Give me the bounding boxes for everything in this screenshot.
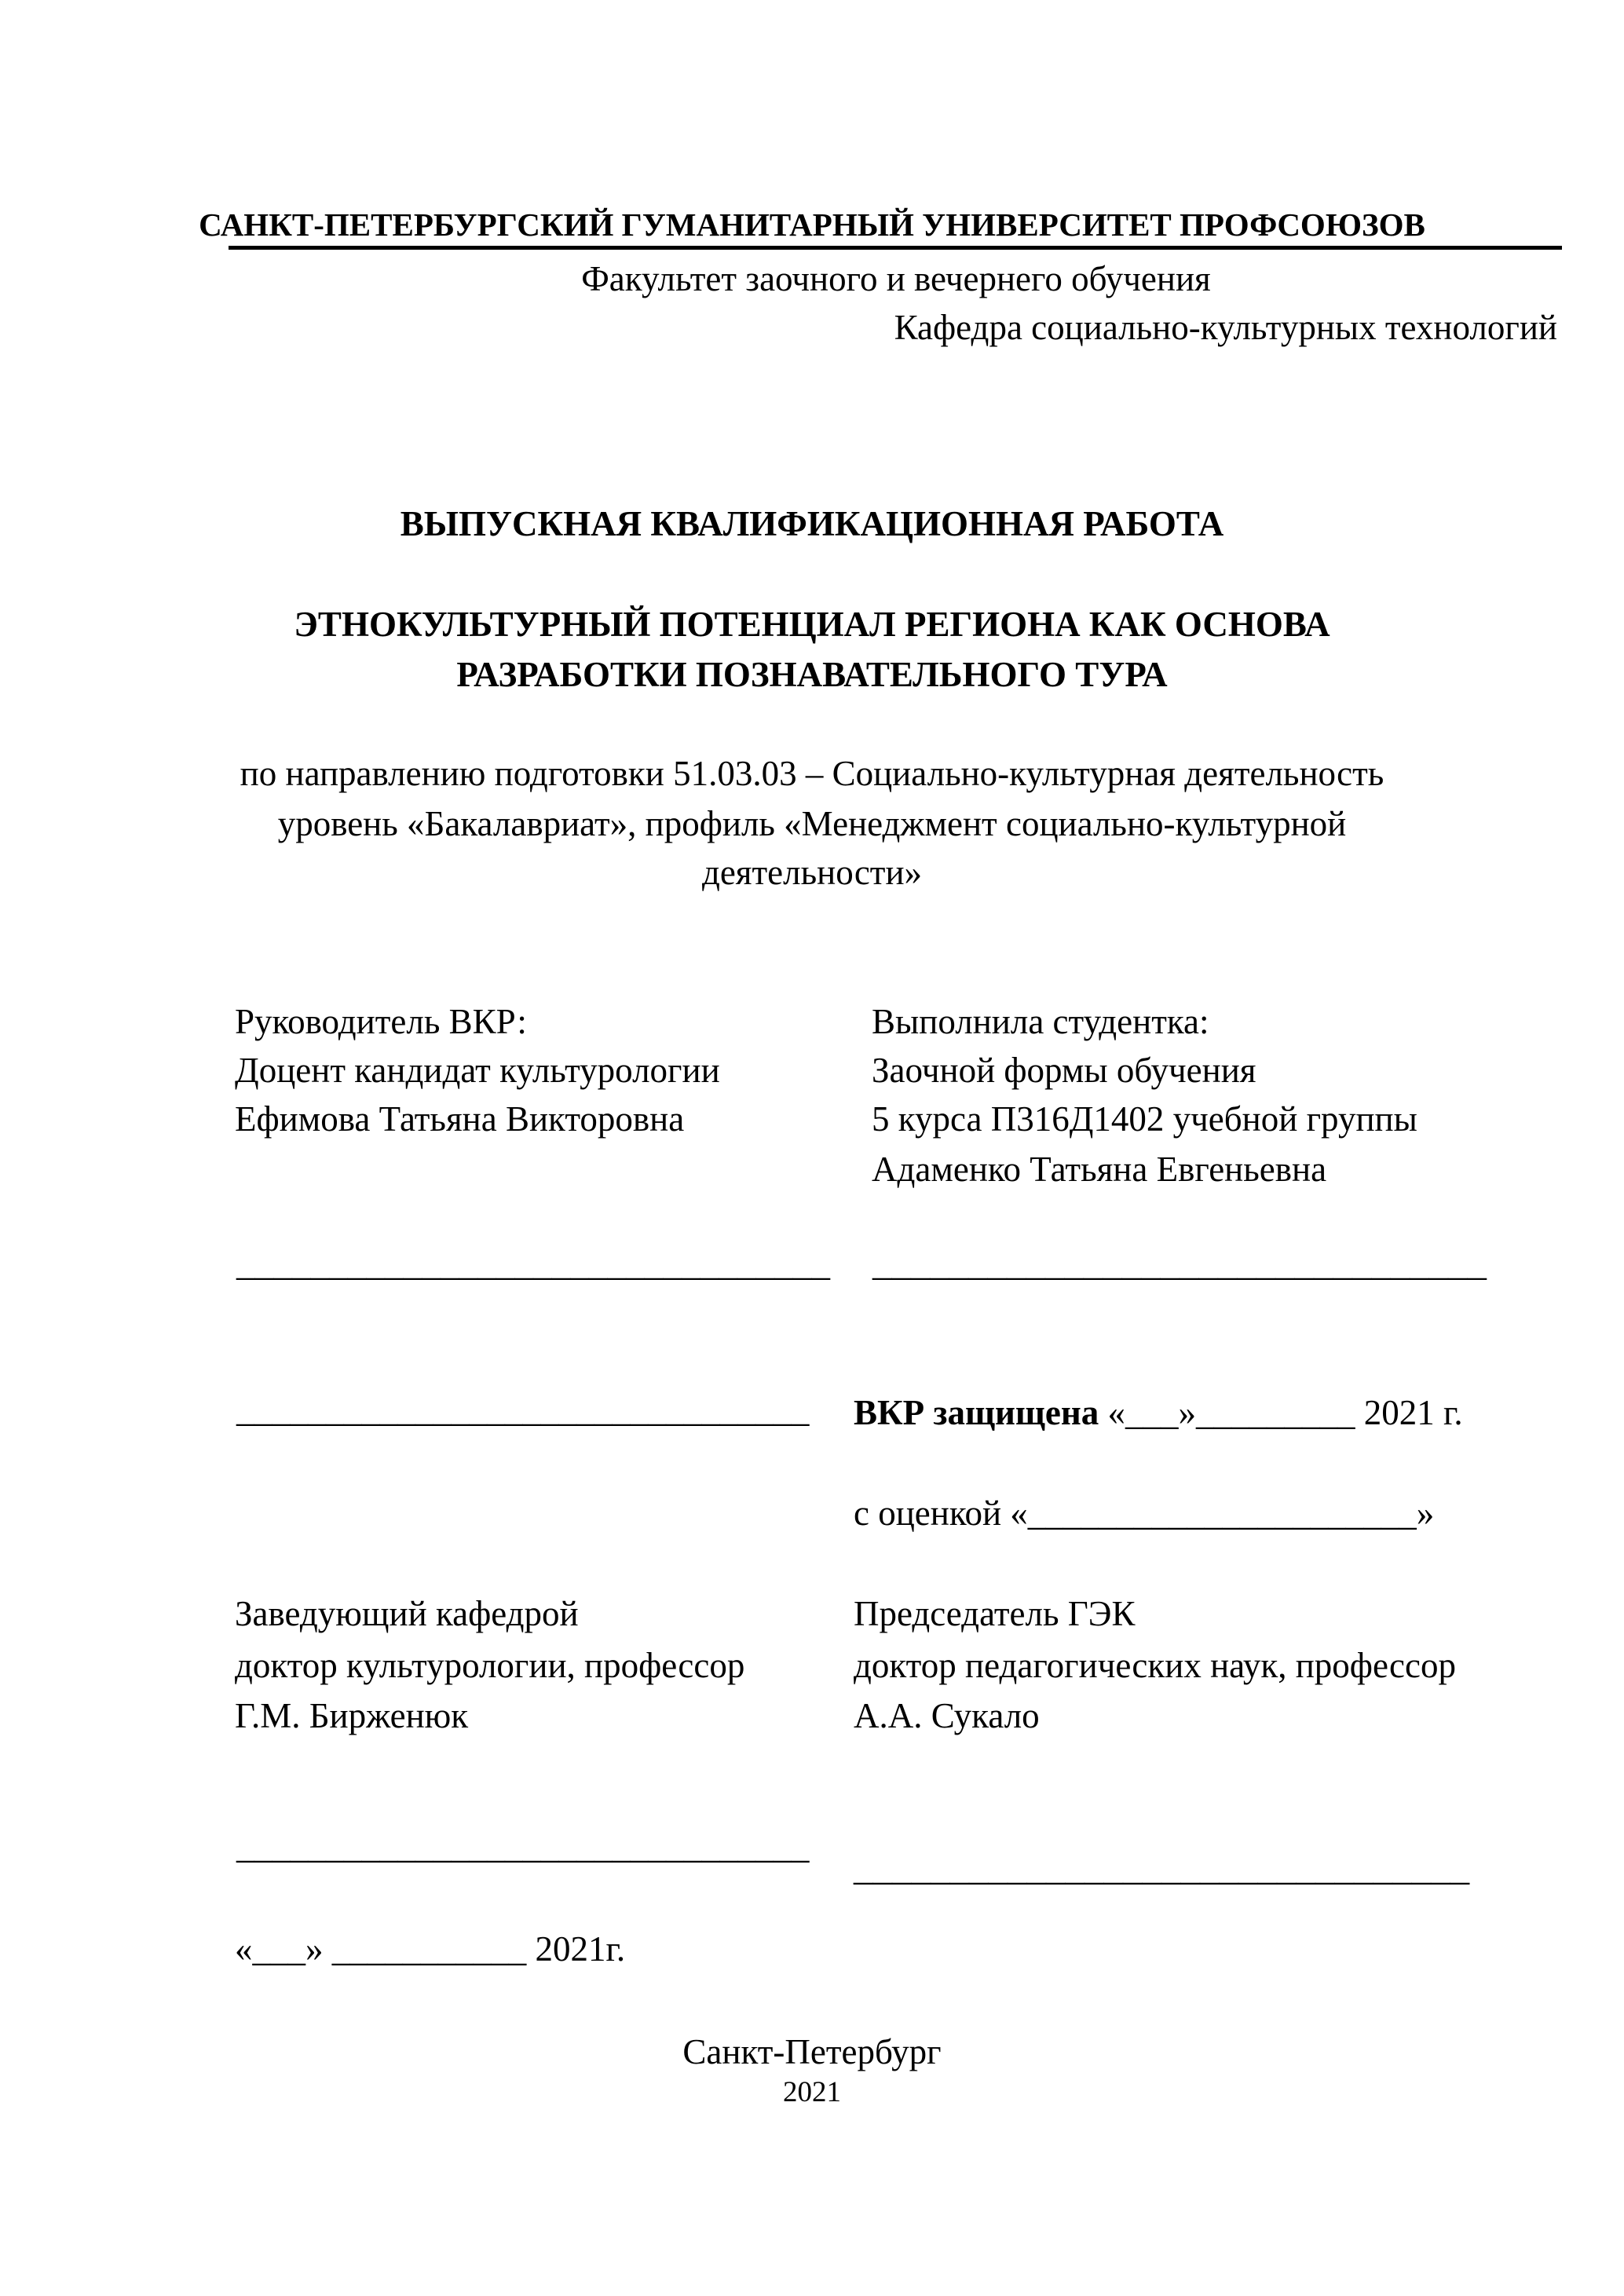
supervisor-label: Руководитель ВКР: — [235, 1002, 527, 1041]
thesis-title-line-2: РАЗРАБОТКИ ПОЗНАВАТЕЛЬНОГО ТУРА — [456, 655, 1168, 694]
direction-line-1: по направлению подготовки 51.03.03 – Социально-культурная деятельность — [240, 754, 1384, 793]
work-type: ВЫПУСКНАЯ КВАЛИФИКАЦИОННАЯ РАБОТА — [400, 504, 1224, 543]
defense-status — [854, 1388, 1463, 1437]
defense-grade: с оценкой «______________________» — [854, 1493, 1435, 1533]
header-rule — [229, 246, 1562, 250]
thesis-title-line-1: ЭТНОКУЛЬТУРНЫЙ ПОТЕНЦИАЛ РЕГИОНА КАК ОСНОВА — [294, 605, 1330, 644]
defense-date: «___»_________ 2021 г. — [1099, 1393, 1463, 1432]
chair-name: А.А. Сукало — [854, 1696, 1040, 1735]
approval-date: «___» ___________ 2021г. — [235, 1929, 626, 1969]
city: Санкт-Петербург — [682, 2032, 942, 2071]
student-group: 5 курса П316Д1402 учебной группы — [872, 1099, 1417, 1139]
defense-label: ВКР защищена — [854, 1393, 1099, 1432]
direction-line-3: деятельности» — [701, 853, 923, 892]
head-label: Заведующий кафедрой — [235, 1594, 579, 1633]
supervisor-signature-line: ________________________________ — [236, 1244, 830, 1283]
chair-label: Председатель ГЭК — [854, 1594, 1136, 1633]
chair-degree: доктор педагогических наук, профессор — [854, 1646, 1456, 1685]
supervisor-degree: Доцент кандидат культурологии — [235, 1051, 720, 1090]
chair-signature-line: ________________________________ — [854, 1848, 1470, 1888]
department-name: Кафедра социально-культурных технологий — [894, 308, 1557, 347]
student-label: Выполнила студентка: — [872, 1002, 1209, 1041]
direction-line-2: уровень «Бакалавриат», профиль «Менеджмент социально-культурной — [277, 804, 1347, 843]
student-name: Адаменко Татьяна Евгеньевна — [872, 1150, 1327, 1189]
head-signature-line: ________________________________ — [236, 1826, 810, 1866]
faculty-name: Факультет заочного и вечернего обучения — [581, 259, 1211, 298]
signature-line: ________________________________ — [236, 1390, 810, 1429]
student-form: Заочной формы обучения — [872, 1051, 1256, 1090]
student-signature-line: ________________________________ — [872, 1244, 1487, 1283]
year: 2021 — [783, 2076, 841, 2108]
head-degree: доктор культурологии, профессор — [235, 1646, 745, 1685]
head-name: Г.М. Бирженюк — [235, 1696, 469, 1735]
supervisor-name: Ефимова Татьяна Викторовна — [235, 1099, 685, 1139]
university-name: САНКТ-ПЕТЕРБУРГСКИЙ ГУМАНИТАРНЫЙ УНИВЕРСИТЕТ ПРОФСОЮЗОВ — [199, 207, 1425, 243]
